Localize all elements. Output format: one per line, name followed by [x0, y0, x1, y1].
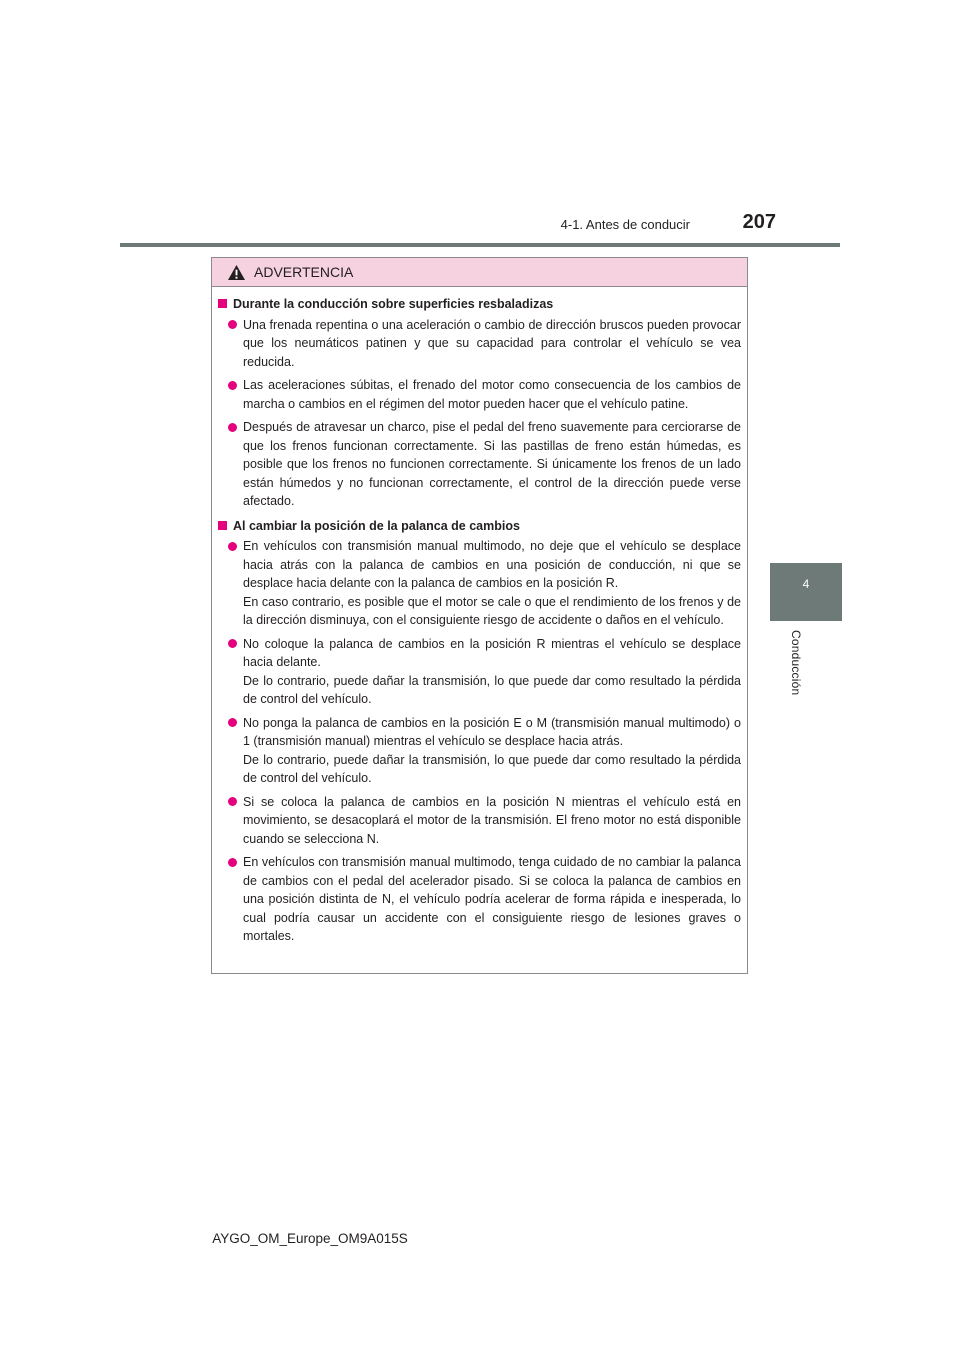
bullet-item	[228, 714, 741, 788]
warning-triangle-icon	[227, 264, 246, 281]
round-bullet-icon	[228, 320, 237, 329]
square-bullet-icon	[218, 521, 227, 530]
header-divider	[120, 243, 840, 247]
chapter-tab[interactable]	[770, 563, 842, 621]
bullet-paragraph: No ponga la palanca de cambios en la posición E o M (transmisión manual multimodo) o 1 (transmisión manual) mientras el vehículo se desplace hacia atrás.	[243, 715, 741, 748]
round-bullet-icon	[228, 858, 237, 867]
bullet-item	[228, 376, 741, 413]
bullet-text	[243, 316, 741, 372]
bullet-paragraph: Después de atravesar un charco, pise el pedal del freno suavemente para cerciorarse de que los frenos funcionan correctamente. Si las pastillas de freno están húmedas, es posible que los frenos no funcionen correctamente. Si únicamente los frenos de un lado están húmedos y no funcionan correctamente, el control de la dirección puede verse afectado.	[243, 420, 741, 508]
bullet-paragraph: No coloque la palanca de cambios en la posición R mientras el vehículo se desplace hacia delante.	[243, 636, 741, 669]
bullet-text	[243, 537, 741, 630]
bullet-text	[243, 376, 741, 413]
chapter-label-text: Conducción	[789, 630, 803, 696]
round-bullet-icon	[228, 718, 237, 727]
warning-body	[212, 287, 747, 946]
warning-title: ADVERTENCIA	[254, 264, 354, 280]
bullet-item	[228, 316, 741, 372]
bullet-text	[243, 418, 741, 511]
bullet-text	[243, 853, 741, 946]
warning-box	[211, 257, 748, 974]
bullet-item	[228, 418, 741, 511]
round-bullet-icon	[228, 797, 237, 806]
bullet-item	[228, 537, 741, 630]
bullet-paragraph: De lo contrario, puede dañar la transmisión, lo que puede dar como resultado la pérdida de control del vehículo.	[243, 673, 741, 706]
section-title: 4-1. Antes de conducir	[560, 217, 690, 232]
section-heading	[218, 295, 741, 314]
section-heading-text: Al cambiar la posición de la palanca de cambios	[233, 518, 520, 533]
bullet-paragraph: Si se coloca la palanca de cambios en la posición N mientras el vehículo está en movimiento, se desacoplará el motor de la transmisión. El freno motor no está disponible cuando se selecciona N.	[243, 794, 741, 846]
bullet-text	[243, 714, 741, 788]
section-heading-text: Durante la conducción sobre superficies resbaladizas	[233, 297, 554, 311]
page-number: 207	[742, 211, 776, 233]
round-bullet-icon	[228, 542, 237, 551]
square-bullet-icon	[218, 299, 227, 308]
bullet-item	[228, 853, 741, 946]
warning-header	[212, 258, 747, 287]
chapter-number: 4	[802, 577, 810, 591]
bullet-item	[228, 635, 741, 709]
bullet-paragraph: Las aceleraciones súbitas, el frenado del motor como consecuencia de los cambios de marcha o cambios en el régimen del motor pueden hacer que el vehículo patine.	[243, 378, 741, 411]
bullet-text	[243, 635, 741, 709]
document-id: AYGO_OM_Europe_OM9A015S	[212, 1231, 408, 1246]
bullet-paragraph: En vehículos con transmisión manual multimodo, tenga cuidado de no cambiar la palanca de cambios con el pedal del acelerador pisado. Si se coloca la palanca de cambios en una posición distinta de N, el vehículo podría acelerar de forma rápida e inesperada, lo cual podría causar un accidente con el consiguiente riesgo de lesiones graves o mortales.	[243, 855, 741, 943]
bullet-text	[243, 793, 741, 849]
bullet-paragraph: En vehículos con transmisión manual multimodo, no deje que el vehículo se desplace hacia atrás con la palanca de cambios en una posición de conducción, ni que se desplace hacia delante con la palanca de cambios en la posición R.	[243, 539, 741, 590]
bullet-paragraph: De lo contrario, puede dañar la transmisión, lo que puede dar como resultado la pérdida de control del vehículo.	[243, 752, 741, 785]
section-heading	[218, 517, 741, 536]
round-bullet-icon	[228, 639, 237, 648]
bullet-item	[228, 793, 741, 849]
bullet-paragraph: Una frenada repentina o una aceleración o cambio de dirección bruscos pueden provocar que los neumáticos patinen y que su capacidad para controlar el vehículo se vea reducida.	[243, 317, 741, 369]
round-bullet-icon	[228, 423, 237, 432]
round-bullet-icon	[228, 381, 237, 390]
chapter-label	[770, 630, 822, 710]
bullet-paragraph: En caso contrario, es posible que el motor se cale o que el rendimiento de los frenos y de la dirección disminuya, con el consiguiente riesgo de accidente o daños en el vehículo.	[243, 594, 741, 627]
